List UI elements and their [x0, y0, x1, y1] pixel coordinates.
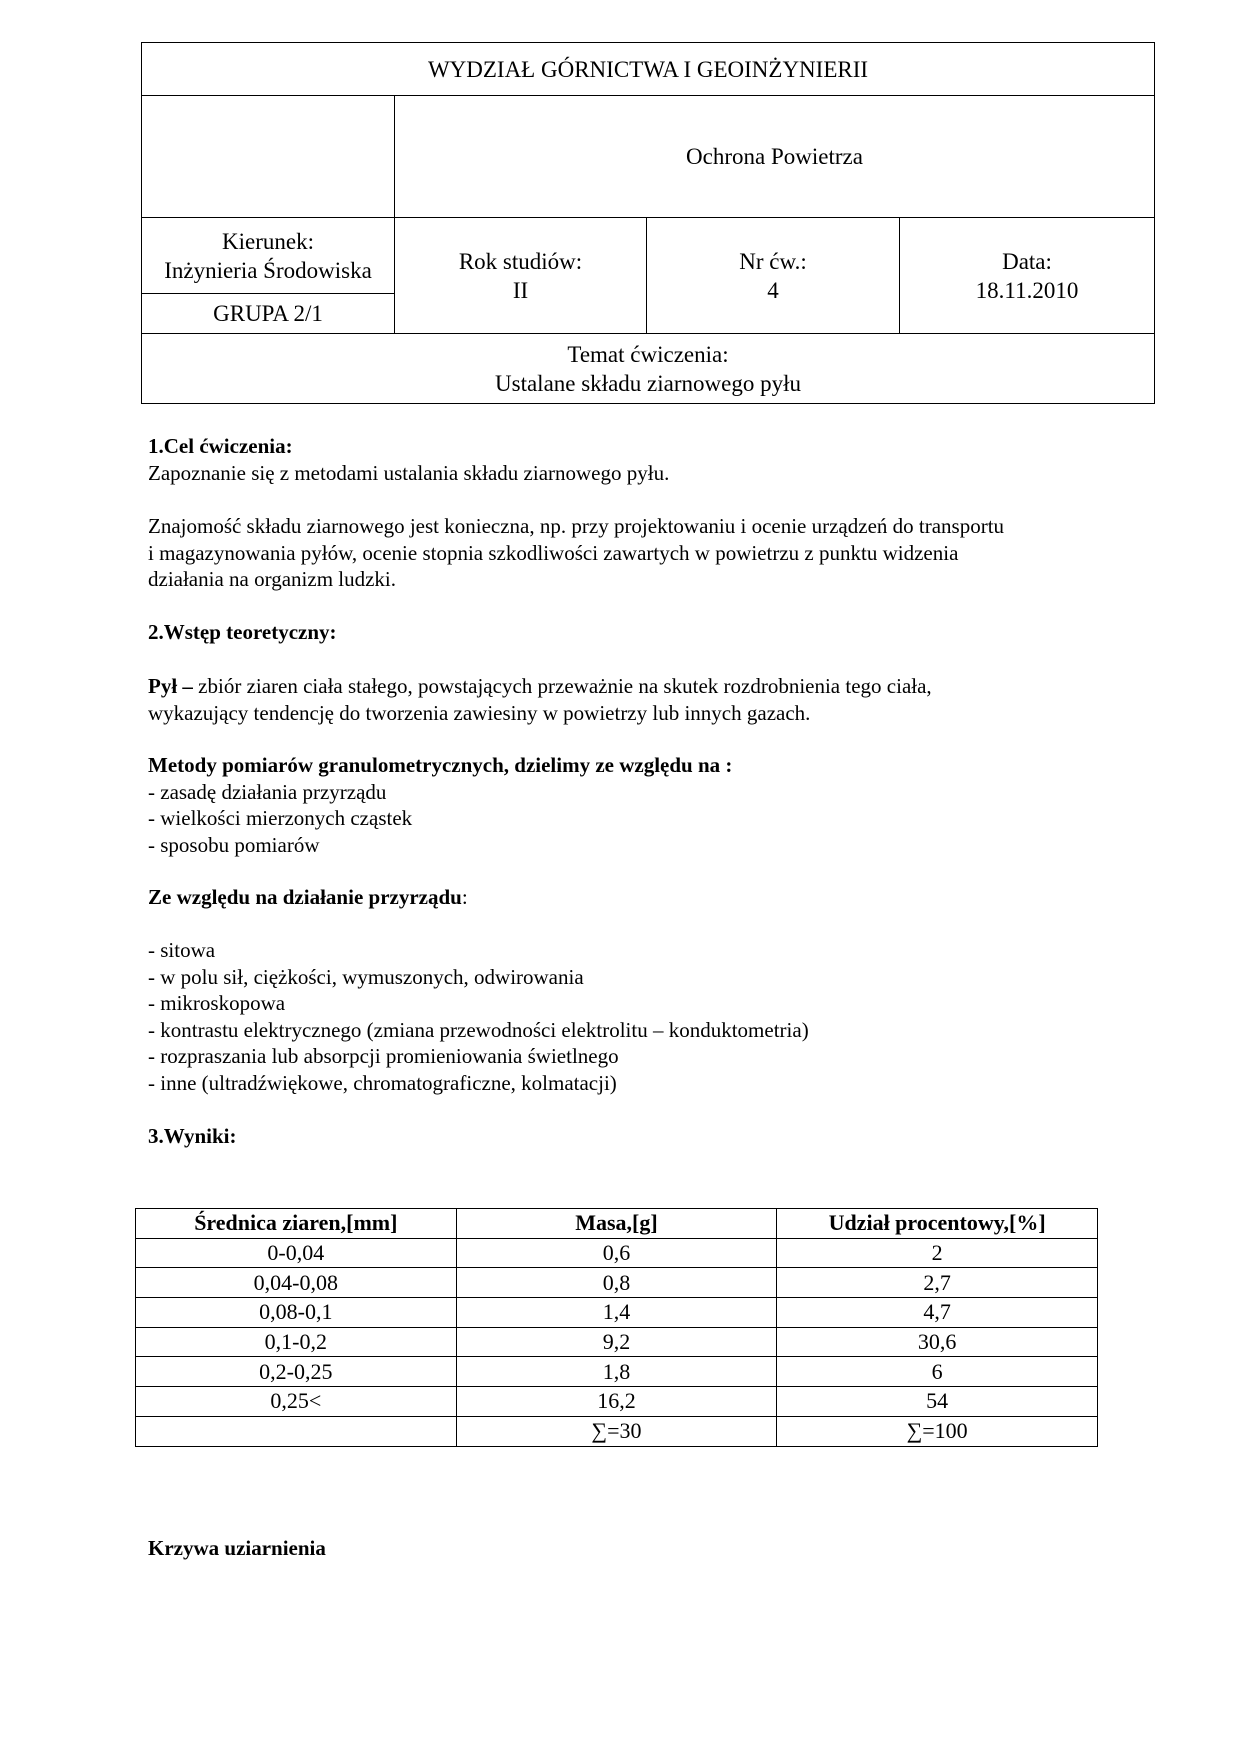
date-value: 18.11.2010 — [975, 277, 1079, 303]
table-cell: 0-0,04 — [136, 1238, 457, 1268]
list-item: - kontrastu elektrycznego (zmiana przewodności elektrolitu – konduktometria) — [148, 1017, 809, 1042]
exercise-value: 4 — [767, 277, 779, 303]
dust-term: Pył – — [148, 674, 193, 698]
table-row — [136, 1357, 1098, 1387]
table-cell: 2,7 — [777, 1268, 1098, 1298]
list-item: - mikroskopowa — [148, 991, 286, 1015]
table-cell: 4,7 — [777, 1298, 1098, 1328]
intro-heading: 2.Wstęp teoretyczny: — [148, 620, 337, 644]
intro-heading-block — [148, 619, 337, 646]
exercise-label: Nr ćw.: — [739, 248, 807, 274]
results-heading: 3.Wyniki: — [148, 1124, 237, 1148]
table-cell: 6 — [777, 1357, 1098, 1387]
curve-heading-block — [148, 1535, 326, 1562]
list-item: - inne (ultradźwiękowe, chromatograficzne, kolmatacji) — [148, 1070, 617, 1095]
device-heading-block — [148, 884, 468, 911]
paragraph-line: i magazynowania pyłów, ocenie stopnia szkodliwości zawartych w powietrzu z punktu widzenia — [148, 540, 959, 565]
year-value: II — [512, 277, 529, 303]
methods-heading: Metody pomiarów granulometrycznych, dzielimy ze względu na : — [148, 753, 733, 777]
table-cell: 0,25< — [136, 1387, 457, 1417]
table-cell: 54 — [777, 1387, 1098, 1417]
column-header: Masa,[g] — [456, 1209, 777, 1239]
field-value: Inżynieria Środowiska — [164, 257, 372, 283]
dust-definition-text: zbiór ziaren ciała stałego, powstających przeważnie na skutek rozdrobnienia tego ciała, — [192, 674, 932, 698]
table-cell: 1,8 — [456, 1357, 777, 1387]
table-cell: 2 — [777, 1238, 1098, 1268]
faculty-name: WYDZIAŁ GÓRNICTWA I GEOINŻYNIERII — [427, 56, 869, 82]
device-heading-colon: : — [461, 885, 468, 909]
list-item: - zasadę działania przyrządu — [148, 779, 387, 804]
curve-heading: Krzywa uziarnienia — [148, 1536, 326, 1560]
topic-label: Temat ćwiczenia: — [567, 341, 729, 367]
sum-cell: ∑=100 — [777, 1416, 1098, 1446]
list-item: - wielkości mierzonych cząstek — [148, 806, 413, 830]
table-cell — [136, 1416, 457, 1446]
methods-block — [148, 752, 732, 858]
list-item: - sposobu pomiarów — [148, 832, 320, 857]
list-item: - rozpraszania lub absorpcji promieniowania świetlnego — [148, 1044, 619, 1068]
topic-value: Ustalane składu ziarnowego pyłu — [495, 370, 801, 396]
group-value: GRUPA 2/1 — [213, 301, 323, 326]
subject-name: Ochrona Powietrza — [686, 144, 863, 169]
column-header: Średnica ziaren,[mm] — [136, 1209, 457, 1239]
faculty-cell — [142, 43, 1154, 95]
list-item: - sitowa — [148, 938, 216, 962]
results-heading-block — [148, 1123, 237, 1150]
table-cell: 30,6 — [777, 1327, 1098, 1357]
table-cell: 0,8 — [456, 1268, 777, 1298]
device-heading: Ze względu na działanie przyrządu — [148, 885, 462, 909]
year-label: Rok studiów: — [458, 248, 583, 274]
date-label: Data: — [1002, 248, 1052, 274]
table-row — [136, 1327, 1098, 1357]
subject-cell — [395, 96, 1154, 217]
topic-cell — [142, 334, 1154, 403]
field-label: Kierunek: — [222, 228, 314, 254]
exercise-cell — [647, 218, 899, 333]
field-cell — [142, 218, 394, 293]
goal-line: Zapoznanie się z metodami ustalania składu ziarnowego pyłu. — [148, 460, 670, 485]
sum-cell: ∑=30 — [456, 1416, 777, 1446]
list-item: - w polu sił, ciężkości, wymuszonych, odwirowania — [148, 964, 584, 989]
goal-heading: 1.Cel ćwiczenia: — [148, 434, 293, 458]
dust-definition — [148, 673, 932, 726]
group-cell — [142, 294, 394, 333]
table-sum-row — [136, 1416, 1098, 1446]
table-row — [136, 1238, 1098, 1268]
table-cell: 0,08-0,1 — [136, 1298, 457, 1328]
table-row — [136, 1268, 1098, 1298]
dust-definition-text: wykazujący tendencję do tworzenia zawiesiny w powietrzy lub innych gazach. — [148, 700, 811, 725]
date-cell — [900, 218, 1154, 333]
results-table — [135, 1208, 1098, 1447]
table-cell: 0,04-0,08 — [136, 1268, 457, 1298]
goal-paragraph — [148, 513, 1004, 593]
table-cell: 0,6 — [456, 1238, 777, 1268]
header-table — [141, 42, 1155, 404]
goal-section — [148, 433, 669, 486]
table-cell: 9,2 — [456, 1327, 777, 1357]
table-cell: 16,2 — [456, 1387, 777, 1417]
year-cell — [395, 218, 646, 333]
table-cell: 1,4 — [456, 1298, 777, 1328]
device-methods-list — [148, 937, 809, 1096]
column-header: Udział procentowy,[%] — [777, 1209, 1098, 1239]
table-cell: 0,1-0,2 — [136, 1327, 457, 1357]
table-row — [136, 1298, 1098, 1328]
paragraph-line: Znajomość składu ziarnowego jest konieczna, np. przy projektowaniu i ocenie urządzeń do transportu — [148, 514, 1005, 538]
table-header-row — [136, 1209, 1098, 1239]
table-row — [136, 1387, 1098, 1417]
table-cell: 0,2-0,25 — [136, 1357, 457, 1387]
paragraph-line: działania na organizm ludzki. — [148, 567, 397, 591]
